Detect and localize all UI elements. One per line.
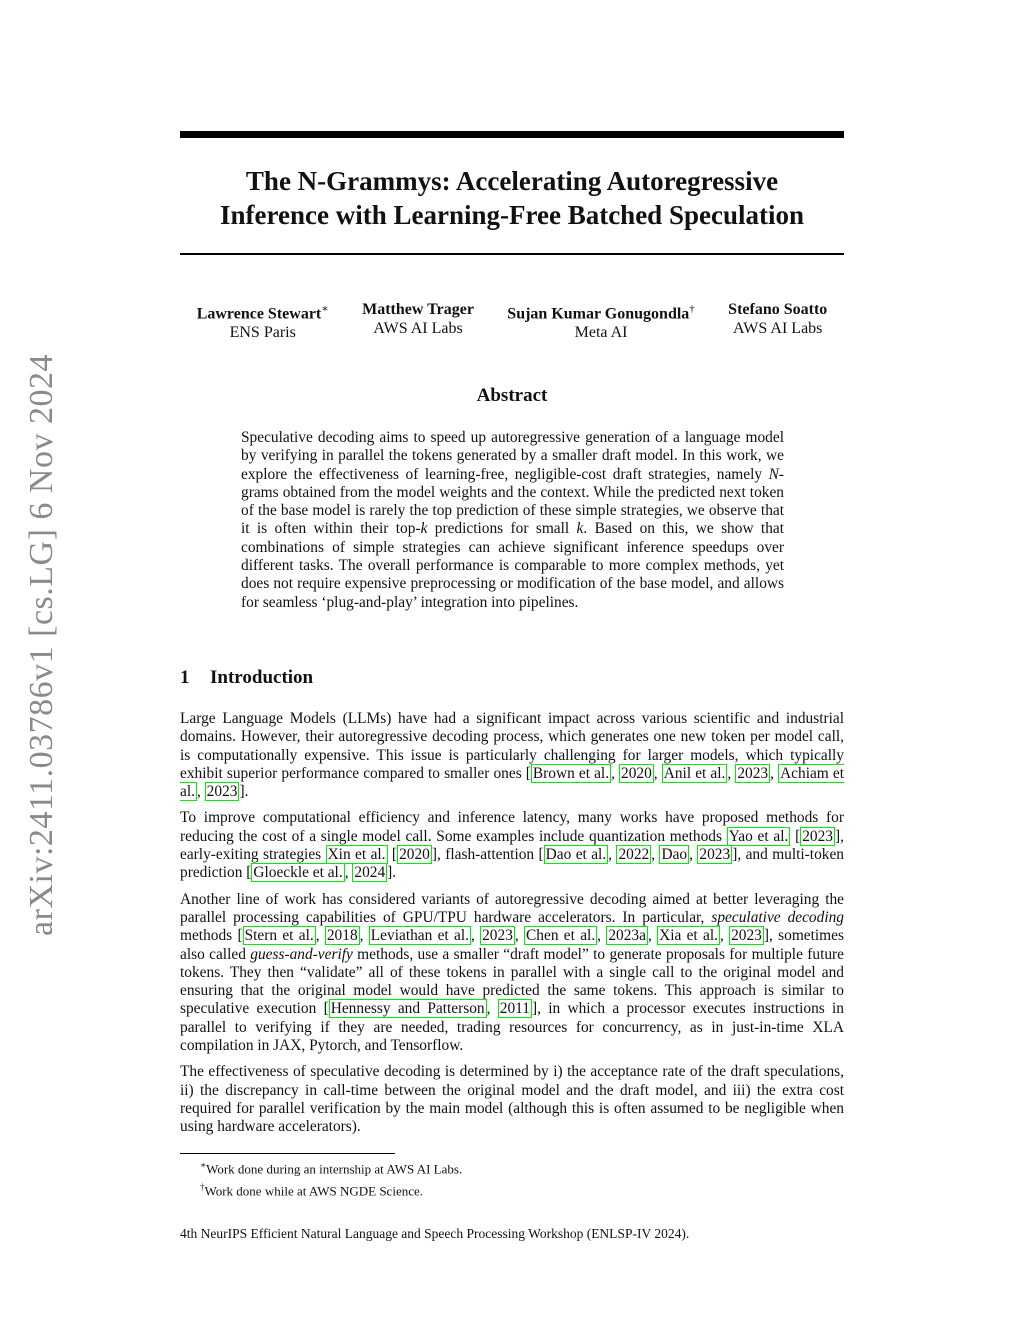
footnote: ∗Work done during an internship at AWS AI Labs. (200, 1160, 463, 1177)
citation-link[interactable]: Brown et al. (532, 764, 610, 782)
footnote: †Work done while at AWS NGDE Science. (200, 1182, 423, 1199)
author-list (180, 300, 844, 342)
citation-link[interactable]: Leviathan et al. (370, 927, 469, 945)
citation-link[interactable]: Stern et al. (244, 927, 314, 945)
citation-link[interactable]: Dao (661, 846, 688, 864)
citation-link[interactable]: 2023 (802, 827, 833, 845)
citation-link[interactable]: Achiam et al. (180, 764, 844, 801)
paragraph: Another line of work has considered variants of autoregressive decoding aimed at better leveraging the parallel processing capabilities of GPU/TPU hardware accelerators. In particular, speculative decoding methods [ Stern et al. , 2018 , Leviathan et al. , 2023 , Chen et al. , 2023a , Xia et al. , 2023 ], sometimes also called guess-and-verify methods, use a smaller “draft model” to generate proposals for multiple future tokens. They then “validate” all of these tokens in parallel with a single call to the original model and ensuring that the original model would have predicted the same tokens. This approach is similar to speculative execution [ Hennessy and Patterson , 2011 ], in which a processor executes instructions in parallel to verifying if they are needed, trading resources for concurrency, as in just-in-time XLA compilation in JAX, Pytorch, and Tensorflow. (180, 890, 845, 1055)
citation-link[interactable]: Hennessy and Patterson (330, 1000, 485, 1018)
venue-note: 4th NeurIPS Efficient Natural Language and Speech Processing Workshop (ENLSP-IV 2024). (180, 1226, 690, 1241)
citation-link[interactable]: 2023 (731, 927, 762, 945)
arxiv-id: arXiv:2411.03786v1 [cs.LG] 6 Nov 2024 (23, 354, 60, 936)
author-block (507, 300, 695, 342)
paragraph: Large Language Models (LLMs) have had a significant impact across various scientific and industrial domains. However, their autoregressive decoding process, which generates one new token per model call, is computationally expensive. This issue is particularly challenging for larger models, which typically exhibit superior performance compared to smaller ones [ Brown et al. , 2020 , Anil et al. , 2023 , Achiam et al. , 2023 ]. (180, 710, 844, 801)
citation-link[interactable]: 2023 (482, 927, 513, 945)
citation-link[interactable]: Chen et al. (526, 927, 596, 945)
citation-link[interactable]: Dao et al. (545, 846, 607, 864)
abstract-heading: Abstract (476, 385, 548, 406)
author-affiliation: AWS AI Labs (733, 320, 823, 337)
citation-link[interactable]: 2022 (618, 846, 650, 864)
author-affiliation: AWS AI Labs (373, 320, 463, 337)
abstract-text: Speculative decoding aims to speed up autoregressive generation of a language model by verifying in parallel the tokens generated by a smaller draft model. In this work, we explore the effectiveness of learning-free, negligible-cost draft strategies, namely N-grams obtained from the model weights and the context. While the predicted next token of the base model is rarely the top prediction of these simple strategies, we observe that it is often within their top-k predictions for small k. Based on this, we show that combinations of simple strategies can achieve significant inference speedups over different tasks. The overall performance is comparable to more complex methods, yet does not require expensive preprocessing or modification of the base model, and allows for seamless ‘plug-and-play’ integration into pipelines. (241, 429, 784, 611)
author-block (728, 300, 827, 342)
citation-link[interactable]: 2018 (326, 927, 358, 945)
citation-link[interactable]: 2023 (737, 764, 769, 782)
footnote-rule (180, 1153, 395, 1154)
citation-link[interactable]: Xia et al. (659, 927, 718, 945)
citation-link[interactable]: 2011 (499, 1000, 530, 1018)
citation-link[interactable]: 2023a (608, 927, 646, 945)
section-number: 1 (180, 667, 190, 688)
section-heading-introduction (180, 667, 313, 689)
title-line-1: The N-Grammys: Accelerating Autoregressive (245, 166, 779, 196)
citation-link[interactable]: 2023 (699, 846, 731, 864)
footnotes (180, 1156, 844, 1201)
author-block (362, 300, 474, 342)
author-name: Sujan Kumar Gonugondla† (507, 303, 695, 323)
author-affiliation: Meta AI (574, 324, 628, 342)
author-name: Stefano Soatto (728, 301, 828, 318)
citation-link[interactable]: 2024 (354, 864, 386, 882)
author-block (197, 300, 329, 342)
title-line-2: Inference with Learning-Free Batched Speculation (220, 200, 804, 230)
paper-title (180, 164, 844, 232)
citation-link[interactable]: Xin et al. (327, 846, 386, 864)
title-bottom-rule (180, 253, 844, 255)
arxiv-watermark (22, 355, 62, 935)
title-top-rule (180, 131, 844, 138)
author-name: Matthew Trager (362, 301, 474, 318)
citation-link[interactable]: Yao et al. (728, 827, 789, 845)
paragraph: To improve computational efficiency and inference latency, many works have proposed methods for reducing the cost of a single model call. Some examples include quantization methods Yao et al. [ 2023 ], early-exiting strategies Xin et al. [ 2020 ], flash-attention [ Dao et al. , 2022 , Dao , 2023 ], and multi-token prediction [ Gloeckle et al. , 2024 ]. (180, 809, 845, 882)
citation-link[interactable]: Gloeckle et al. (253, 864, 343, 882)
author-name: Lawrence Stewart∗ (196, 303, 329, 323)
introduction-body (180, 710, 844, 1137)
citation-link[interactable]: Anil et al. (663, 764, 726, 782)
citation-link[interactable]: 2020 (621, 764, 652, 782)
paragraph: The effectiveness of speculative decoding is determined by i) the acceptance rate of the draft speculations, ii) the discrepancy in call-time between the original model and the draft model, and iii) the extra cost required for parallel verification by the main model (although this is often assumed to be negligible when using hardware accelerators). (180, 1063, 844, 1136)
citation-link[interactable]: 2020 (399, 846, 430, 864)
section-title: Introduction (210, 667, 314, 688)
author-affiliation: ENS Paris (229, 324, 296, 342)
citation-link[interactable]: 2023 (206, 783, 238, 801)
